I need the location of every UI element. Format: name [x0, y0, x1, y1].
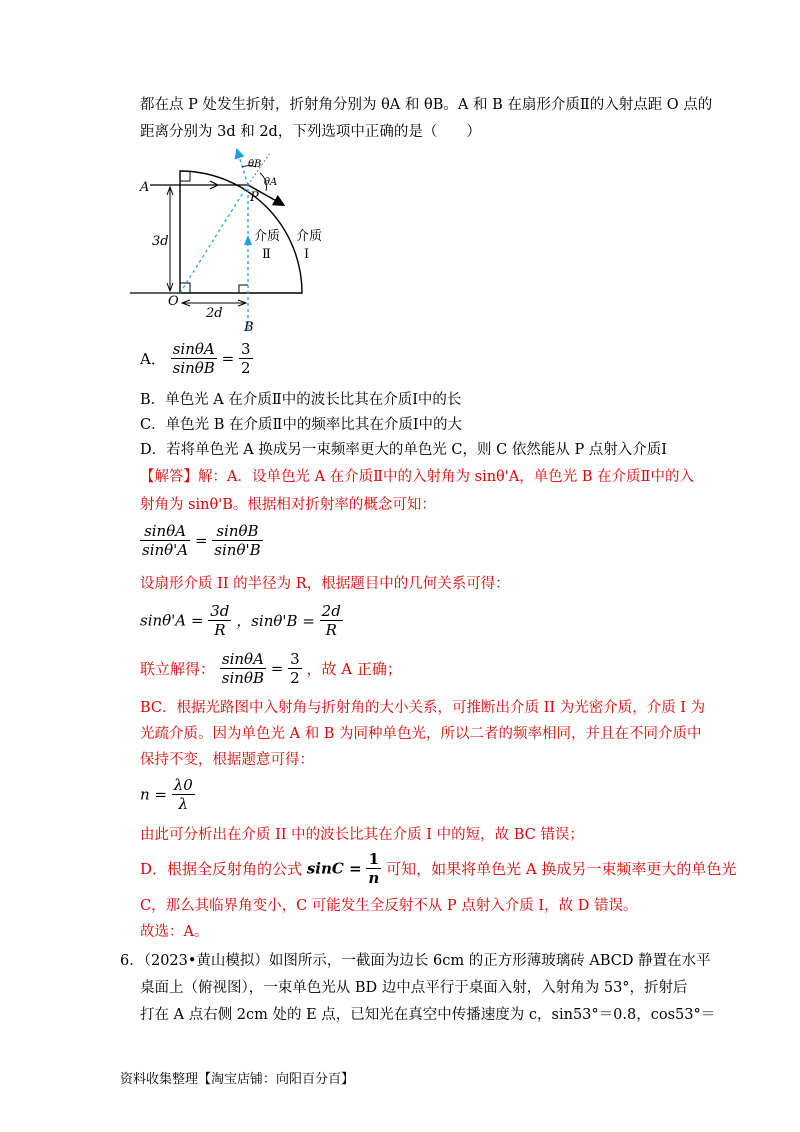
label-3d: 3d: [152, 234, 169, 249]
label-medium2-a: 介质: [254, 229, 281, 244]
option-c: C．单色光 B 在介质Ⅱ中的频率比其在介质Ⅰ中的大: [140, 417, 463, 433]
intro-line-2: 距离分别为 3d 和 2d，下列选项中正确的是（ ）: [140, 124, 481, 140]
answer-eq-2: sinθ'A = $\frac{3d}{R}$ ，sinθ'B = $\frac{2d}{R}$: [140, 602, 341, 639]
label-medium1-b: Ⅰ: [304, 247, 310, 262]
q6-line-1: 6．（2023•黄山模拟）如图所示，一截面为边长 6cm 的正方形薄玻璃砖 ABCD 静置在水平: [120, 953, 711, 969]
answer-line-7: 保持不变，根据题意可得：: [140, 752, 314, 768]
answer-line-2: 射角为 sinθ'B。根据相对折射率的概念可知：: [140, 497, 436, 513]
answer-line-10: C，那么其临界角变小，C 可能发生全反射不从 P 点射入介质 I，故 D 错误。: [140, 898, 638, 914]
answer-eq-4: n = $\frac{\lambda 0}{\lambda}$: [140, 776, 193, 813]
answer-line-6: 光疏介质。因为单色光 A 和 B 为同种单色光，所以二者的频率相同，并且在不同介质中: [140, 726, 702, 742]
intro-line-1: 都在点 P 处发生折射，折射角分别为 θA 和 θB。A 和 B 在扇形介质Ⅱ的入射点距 O 点的: [140, 97, 713, 113]
answer-line-5: BC．根据光路图中入射角与折射角的大小关系，可推断出介质 II 为光密介质，介质 I 为: [140, 700, 706, 716]
option-d: D．若将单色光 A 换成另一束频率更大的单色光 C，则 C 依然能从 P 点射入介质Ⅰ: [140, 442, 668, 458]
label-b: B: [244, 320, 254, 335]
label-o: O: [168, 294, 179, 309]
q6-line-2: 桌面上（俯视图），一束单色光从 BD 边中点平行于桌面入射，入射角为 53°，折射后: [140, 980, 688, 996]
label-medium1-a: 介质: [296, 229, 323, 244]
label-p: P: [250, 190, 259, 205]
optics-figure: [130, 145, 340, 335]
answer-line-3: 设扇形介质 II 的半径为 R，根据题目中的几何关系可得：: [140, 576, 510, 592]
answer-line-1: 【解答】解：A．设单色光 A 在介质Ⅱ中的入射角为 sinθ'A，单色光 B 在介质Ⅱ中的入: [140, 469, 694, 485]
answer-line-8: 由此可分析出在介质 II 中的波长比其在介质 I 中的短，故 BC 错误；: [140, 827, 584, 843]
option-a: A． $\frac{\sin\theta A}{\sin\theta B}$ = $\frac{3}{2}$: [140, 340, 251, 377]
answer-eq-3-line: 联立解得： $\frac{\sin\theta A}{\sin\theta B}$ = $\frac{3}{2}$ ，故 A 正确；: [140, 650, 402, 687]
option-b: B．单色光 A 在介质Ⅱ中的波长比其在介质Ⅰ中的长: [140, 392, 462, 408]
q6-line-3: 打在 A 点右侧 2cm 处的 E 点，已知光在真空中传播速度为 c，sin53°＝0.8，cos53°＝: [140, 1007, 716, 1023]
answer-eq-1: $\frac{\sin\theta A}{\sin\theta'A}$ = $\frac{\sin\theta B}{\sin\theta'B}$: [142, 522, 261, 559]
answer-line-11: 故选：A。: [140, 924, 209, 940]
label-medium2-b: Ⅱ: [262, 247, 271, 262]
footer: 资料收集整理【淘宝店铺：向阳百分百】: [120, 1072, 355, 1087]
label-a: A: [140, 180, 150, 195]
sector-outline: [180, 171, 302, 293]
label-theta-b: θB: [248, 159, 262, 170]
label-theta-a: θA: [264, 177, 278, 188]
label-2d: 2d: [206, 306, 223, 321]
answer-line-9: D．根据全反射角的公式 sinC = $\frac{1}{n}$ 可知，如果将单色光 A 换成另一束频率更大的单色光: [140, 850, 737, 887]
